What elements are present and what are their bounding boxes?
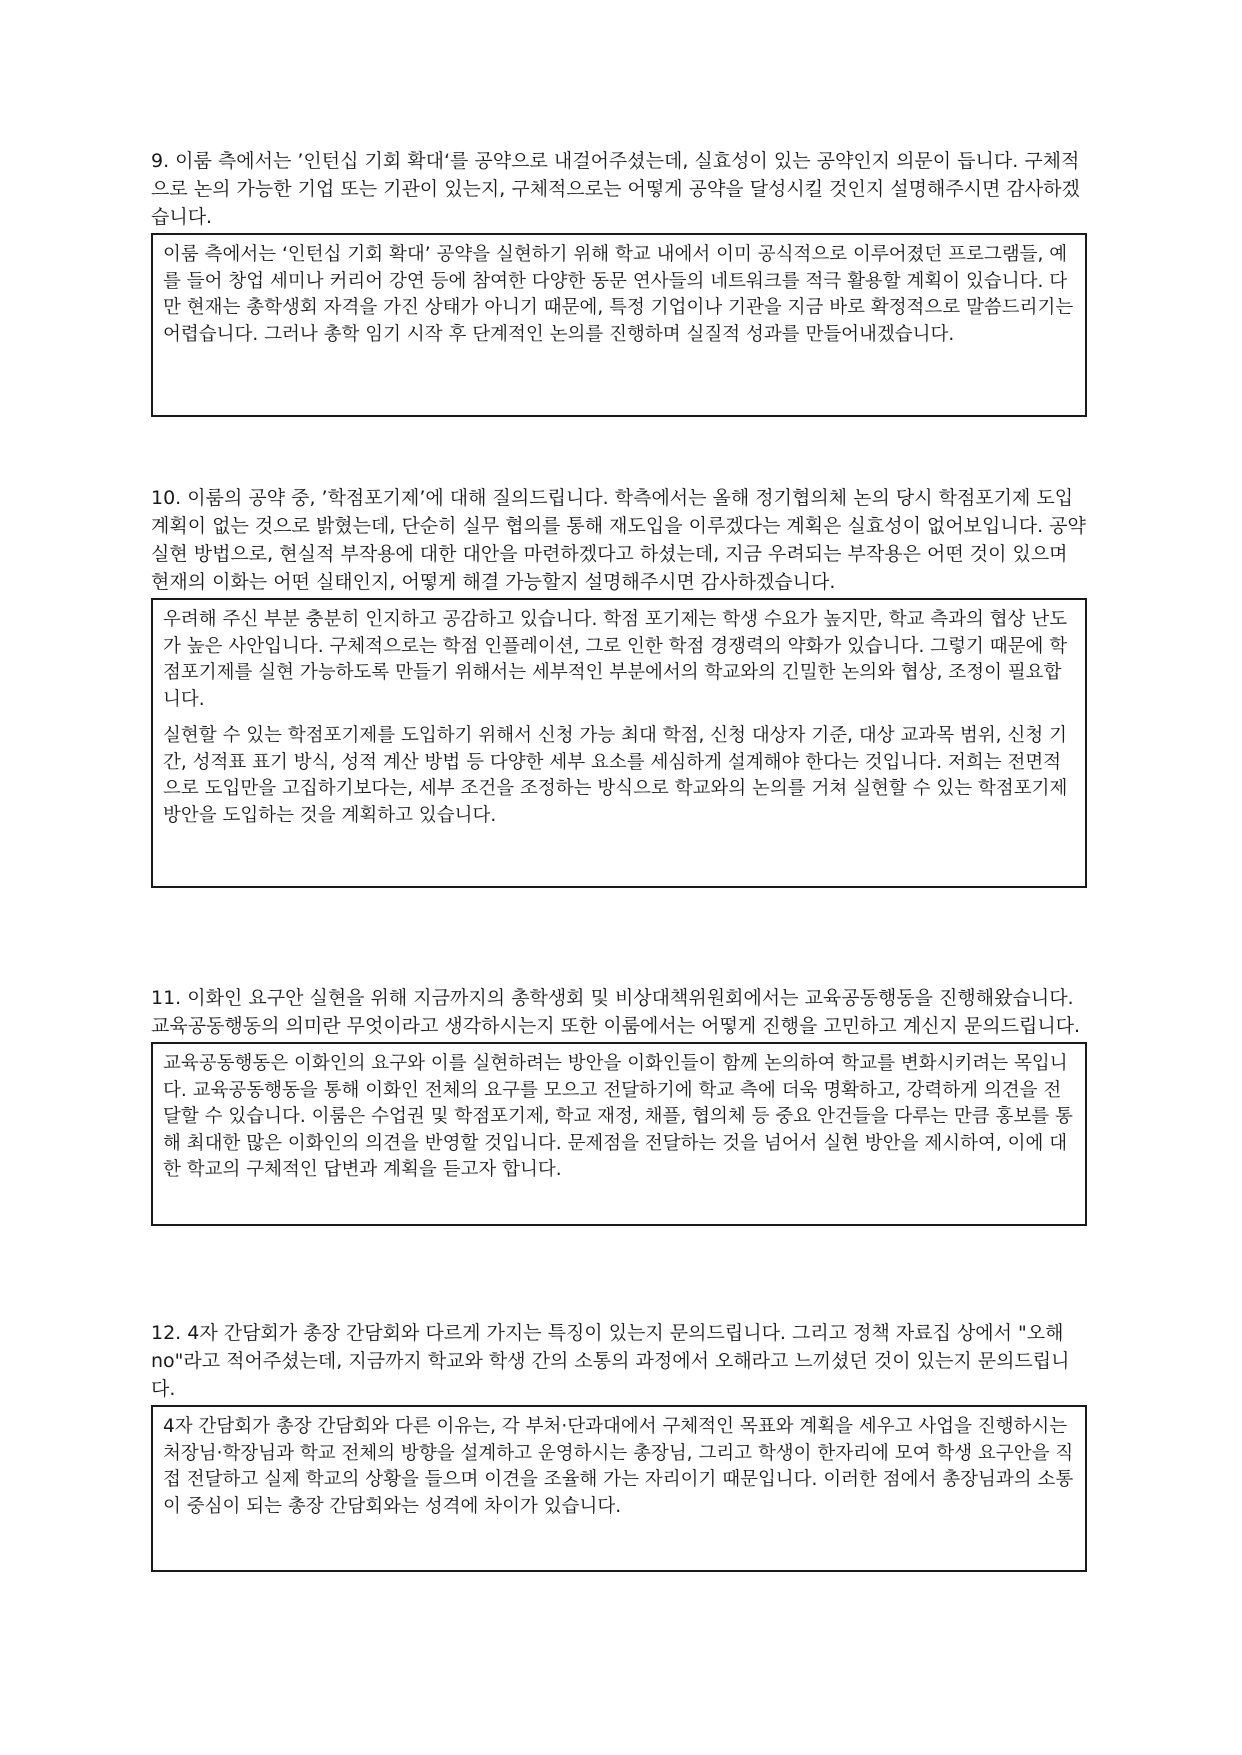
answer-paragraph: 4자 간담회가 총장 간담회와 다른 이유는, 각 부처·단과대에서 구체적인 목표와 계획을 세우고 사업을 진행하시는 처장님·학장님과 학교 전체의 방향을 설계하고 운영하시는 총장님, 그리고 학생이 한자리에 모여 학생 요구안을 직접 전달하고 실제 학교의 상황을 들으며 이견을 조율해 가는 자리이기 때문입니다. 이러한 점에서 총장님과의 소통이 중심이 되는 총장 간담회와는 성격에 차이가 있습니다. bbox=[163, 1416, 1074, 1517]
answer-paragraph: 실현할 수 있는 학점포기제를 도입하기 위해서 신청 가능 최대 학점, 신청 대상자 기준, 대상 교과목 범위, 신청 기간, 성적표 표기 방식, 성적 계산 방법 등 다양한 세부 요소를 세심하게 설계해야 한다는 것입니다. 저희는 전면적으로 도입만을 고집하기보다는, 세부 조건을 조정하는 방식으로 학교와의 논의를 거쳐 실현할 수 있는 학점포기제 방안을 도입하는 것을 계획하고 있습니다. bbox=[163, 725, 1068, 826]
question-12: 12. 4자 간담회가 총장 간담회와 다르게 가지는 특징이 있는지 문의드립니다. 그리고 정책 자료집 상에서 "오해 no"라고 적어주셨는데, 지금까지 학교와 학생 간의 소통의 과정에서 오해라고 느끼셨던 것이 있는지 문의드립니다. bbox=[151, 1322, 1070, 1400]
question-10: 10. 이룸의 공약 중, ’학점포기제’에 대해 질의드립니다. 학측에서는 올해 정기협의체 논의 당시 학점포기제 도입 계획이 없는 것으로 밝혔는데, 단순히 실무 협의를 통해 재도입을 이루겠다는 계획은 실효성이 없어보입니다. 공약 실현 방법으로, 현실적 부작용에 대한 대안을 마련하겠다고 하셨는데, 지금 우려되는 부작용은 어떤 것이 있으며 현재의 이화는 어떤 실태인지, 어떻게 해결 가능할지 설명해주시면 감사하겠습니다. bbox=[151, 487, 1086, 593]
qa-item-12 bbox=[151, 1319, 1087, 1572]
answer-paragraph: 우려해 주신 부분 충분히 인지하고 공감하고 있습니다. 학점 포기제는 학생 수요가 높지만, 학교 측과의 협상 난도가 높은 사안입니다. 구체적으로는 학점 인플레이션, 그로 인한 학점 경쟁력의 약화가 있습니다. 그렇기 때문에 학점포기제를 실현 가능하도록 만들기 위해서는 세부적인 부분에서의 학교와의 긴밀한 논의와 협상, 조정이 필요합니다. bbox=[163, 609, 1068, 710]
question-11: 11. 이화인 요구안 실현을 위해 지금까지의 총학생회 및 비상대책위원회에서는 교육공동행동을 진행해왔습니다. 교육공동행동의 의미란 무엇이라고 생각하시는지 또한 이룸에서는 어떻게 진행을 고민하고 계신지 문의드립니다. bbox=[151, 987, 1081, 1037]
qa-item-9 bbox=[151, 147, 1087, 417]
answer-box-9 bbox=[151, 233, 1087, 417]
qa-item-11 bbox=[151, 984, 1087, 1226]
answer-paragraph: 이룸 측에서는 ‘인턴십 기회 확대’ 공약을 실현하기 위해 학교 내에서 이미 공식적으로 이루어졌던 프로그램들, 예를 들어 창업 세미나 커리어 강연 등에 참여한 다양한 동문 연사들의 네트워크를 적극 활용할 계획이 있습니다. 다만 현재는 총학생회 자격을 가진 상태가 아니기 때문에, 특정 기업이나 기관을 지금 바로 확정적으로 말씀드리기는 어렵습니다. 그러나 총학 임기 시작 후 단계적인 논의를 진행하며 실질적 성과를 만들어내겠습니다. bbox=[163, 244, 1074, 345]
answer-paragraph: 교육공동행동은 이화인의 요구와 이를 실현하려는 방안을 이화인들이 함께 논의하여 학교를 변화시키려는 목입니다. 교육공동행동을 통해 이화인 전체의 요구를 모으고 전달하기에 학교 측에 더욱 명확하고, 강력하게 의견을 전달할 수 있습니다. 이룸은 수업권 및 학점포기제, 학교 재정, 채플, 협의체 등 중요 안건들을 다루는 만큼 홍보를 통해 최대한 많은 이화인의 의견을 반영할 것입니다. 문제점을 전달하는 것을 넘어서 실현 방안을 제시하여, 이에 대한 학교의 구체적인 답변과 계획을 듣고자 합니다. bbox=[163, 1053, 1073, 1180]
qa-item-10 bbox=[151, 484, 1087, 888]
question-9: 9. 이룸 측에서는 ’인턴십 기회 확대‘를 공약으로 내걸어주셨는데, 실효성이 있는 공약인지 의문이 듭니다. 구체적으로 논의 가능한 기업 또는 기관이 있는지, 구체적으로는 어떻게 공약을 달성시킬 것인지 설명해주시면 감사하겠습니다. bbox=[151, 150, 1080, 228]
answer-box-10 bbox=[151, 598, 1087, 888]
answer-box-12 bbox=[151, 1405, 1087, 1572]
answer-box-11 bbox=[151, 1042, 1087, 1226]
